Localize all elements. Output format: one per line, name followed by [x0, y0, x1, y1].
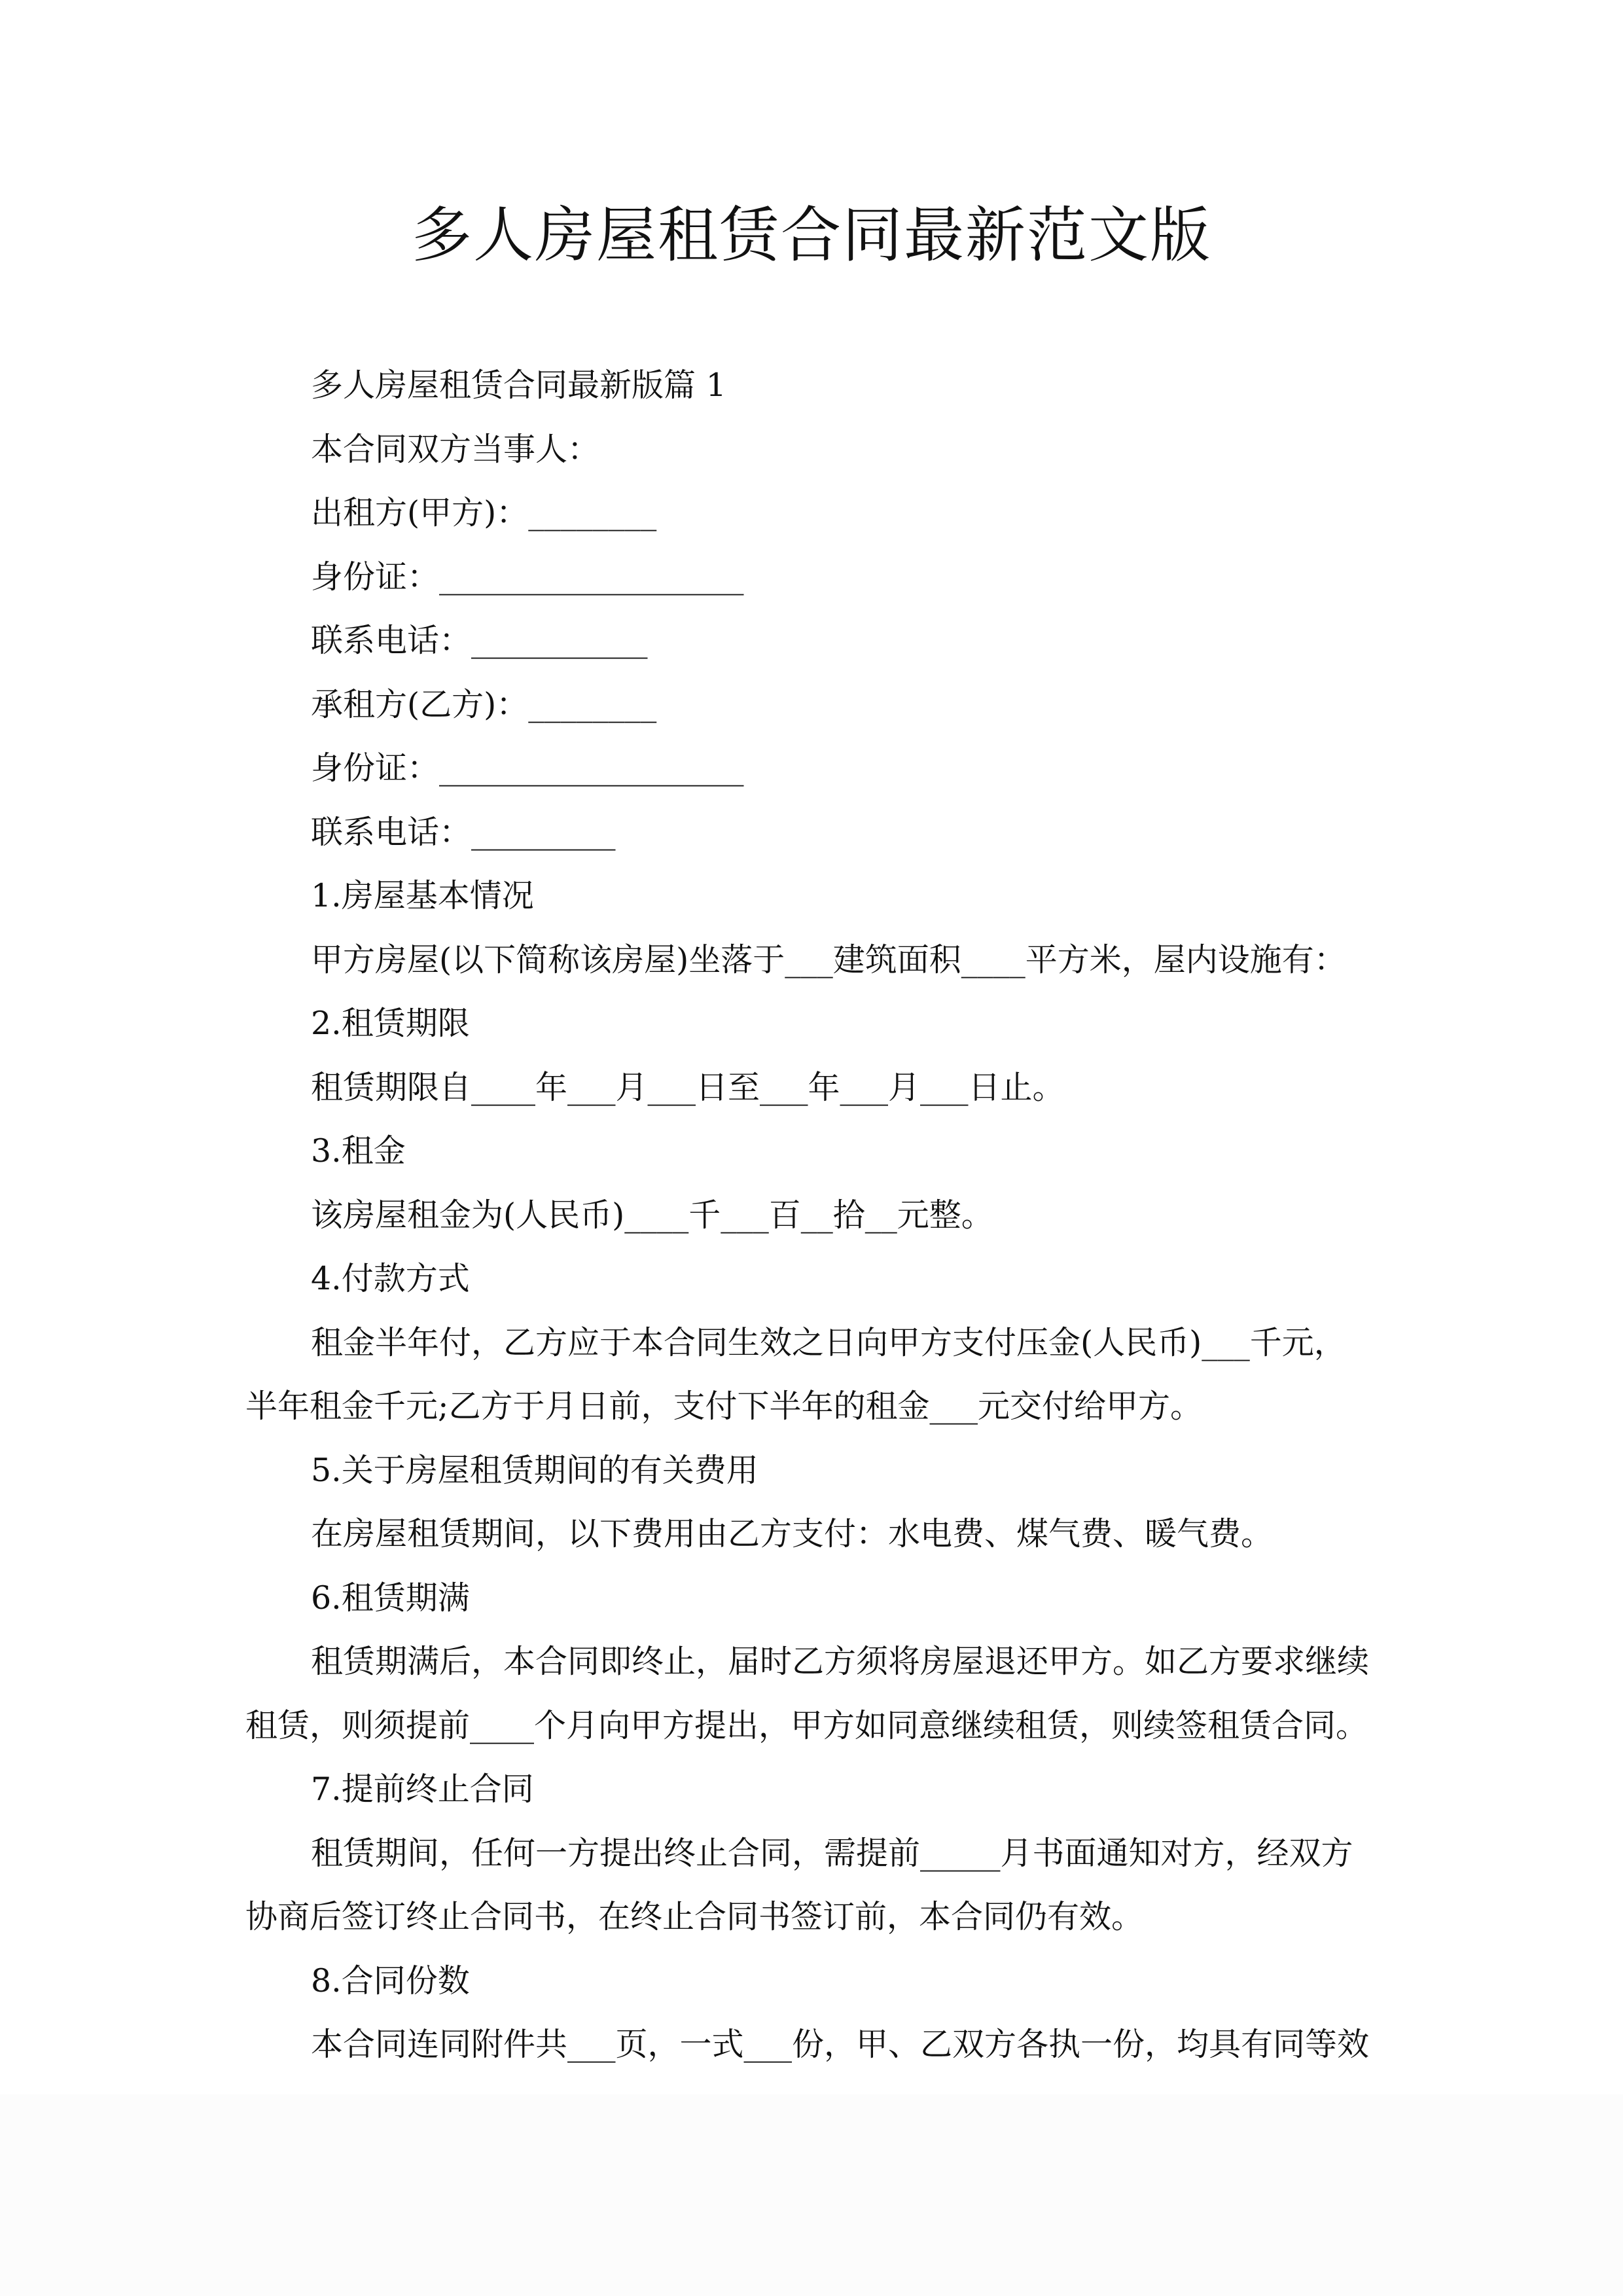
- clause-7-text-line1: 租赁期间，任何一方提出终止合同，需提前_____月书面通知对方，经双方: [311, 1834, 1353, 1872]
- clause-7-text-line2: 协商后签订终止合同书，在终止合同书签订前，本合同仍有效。: [245, 1898, 1144, 1935]
- lessor-phone-field: 联系电话：___________: [311, 622, 648, 659]
- document-body: [245, 353, 1410, 2077]
- section-heading-version: 多人房屋租赁合同最新版篇 1: [311, 367, 726, 404]
- clause-2-text: 租赁期限自____年___月___日至___年___月___日止。: [311, 1068, 1065, 1106]
- lessor-field: 出租方(甲方)：________: [311, 494, 657, 531]
- clause-7-heading: 7.提前终止合同: [311, 1770, 534, 1808]
- clause-4-text-line2: 半年租金千元;乙方于月日前，支付下半年的租金___元交付给甲方。: [245, 1388, 1203, 1425]
- clause-8-text: 本合同连同附件共___页，一式___份，甲、乙双方各执一份，均具有同等效: [311, 2026, 1370, 2063]
- clause-4-heading: 4.付款方式: [311, 1260, 470, 1297]
- clause-5-heading: 5.关于房屋租赁期间的有关费用: [311, 1451, 758, 1489]
- clause-5-text: 在房屋租赁期间，以下费用由乙方支付：水电费、煤气费、暖气费。: [311, 1515, 1274, 1552]
- clause-3-heading: 3.租金: [311, 1132, 406, 1170]
- clause-6-text-line2: 租赁，则须提前____个月向甲方提出，甲方如同意继续租赁，则续签租赁合同。: [245, 1706, 1368, 1744]
- parties-intro: 本合同双方当事人：: [311, 430, 600, 468]
- clause-2-heading: 2.租赁期限: [311, 1005, 470, 1042]
- clause-1-heading: 1.房屋基本情况: [311, 877, 534, 914]
- clause-1-text: 甲方房屋(以下简称该房屋)坐落于___建筑面积____平方米，屋内设施有：: [311, 941, 1346, 978]
- page-bottom-margin: [0, 2094, 1623, 2296]
- clause-8-heading: 8.合同份数: [311, 1962, 470, 2000]
- clause-6-heading: 6.租赁期满: [311, 1579, 470, 1617]
- lessee-phone-field: 联系电话：_________: [311, 813, 616, 851]
- clause-4-text-line1: 租金半年付，乙方应于本合同生效之日向甲方支付压金(人民币)___千元，: [311, 1323, 1346, 1361]
- clause-3-text: 该房屋租金为(人民币)____千___百__拾__元整。: [311, 1196, 993, 1234]
- lessor-id-field: 身份证：___________________: [311, 558, 744, 596]
- lessee-field: 承租方(乙方)：________: [311, 685, 657, 723]
- lessee-id-field: 身份证：___________________: [311, 749, 744, 787]
- clause-6-text-line1: 租赁期满后，本合同即终止，届时乙方须将房屋退还甲方。如乙方要求继续: [311, 1643, 1370, 1680]
- document-title: 多人房屋租赁合同最新范文版: [411, 200, 1211, 270]
